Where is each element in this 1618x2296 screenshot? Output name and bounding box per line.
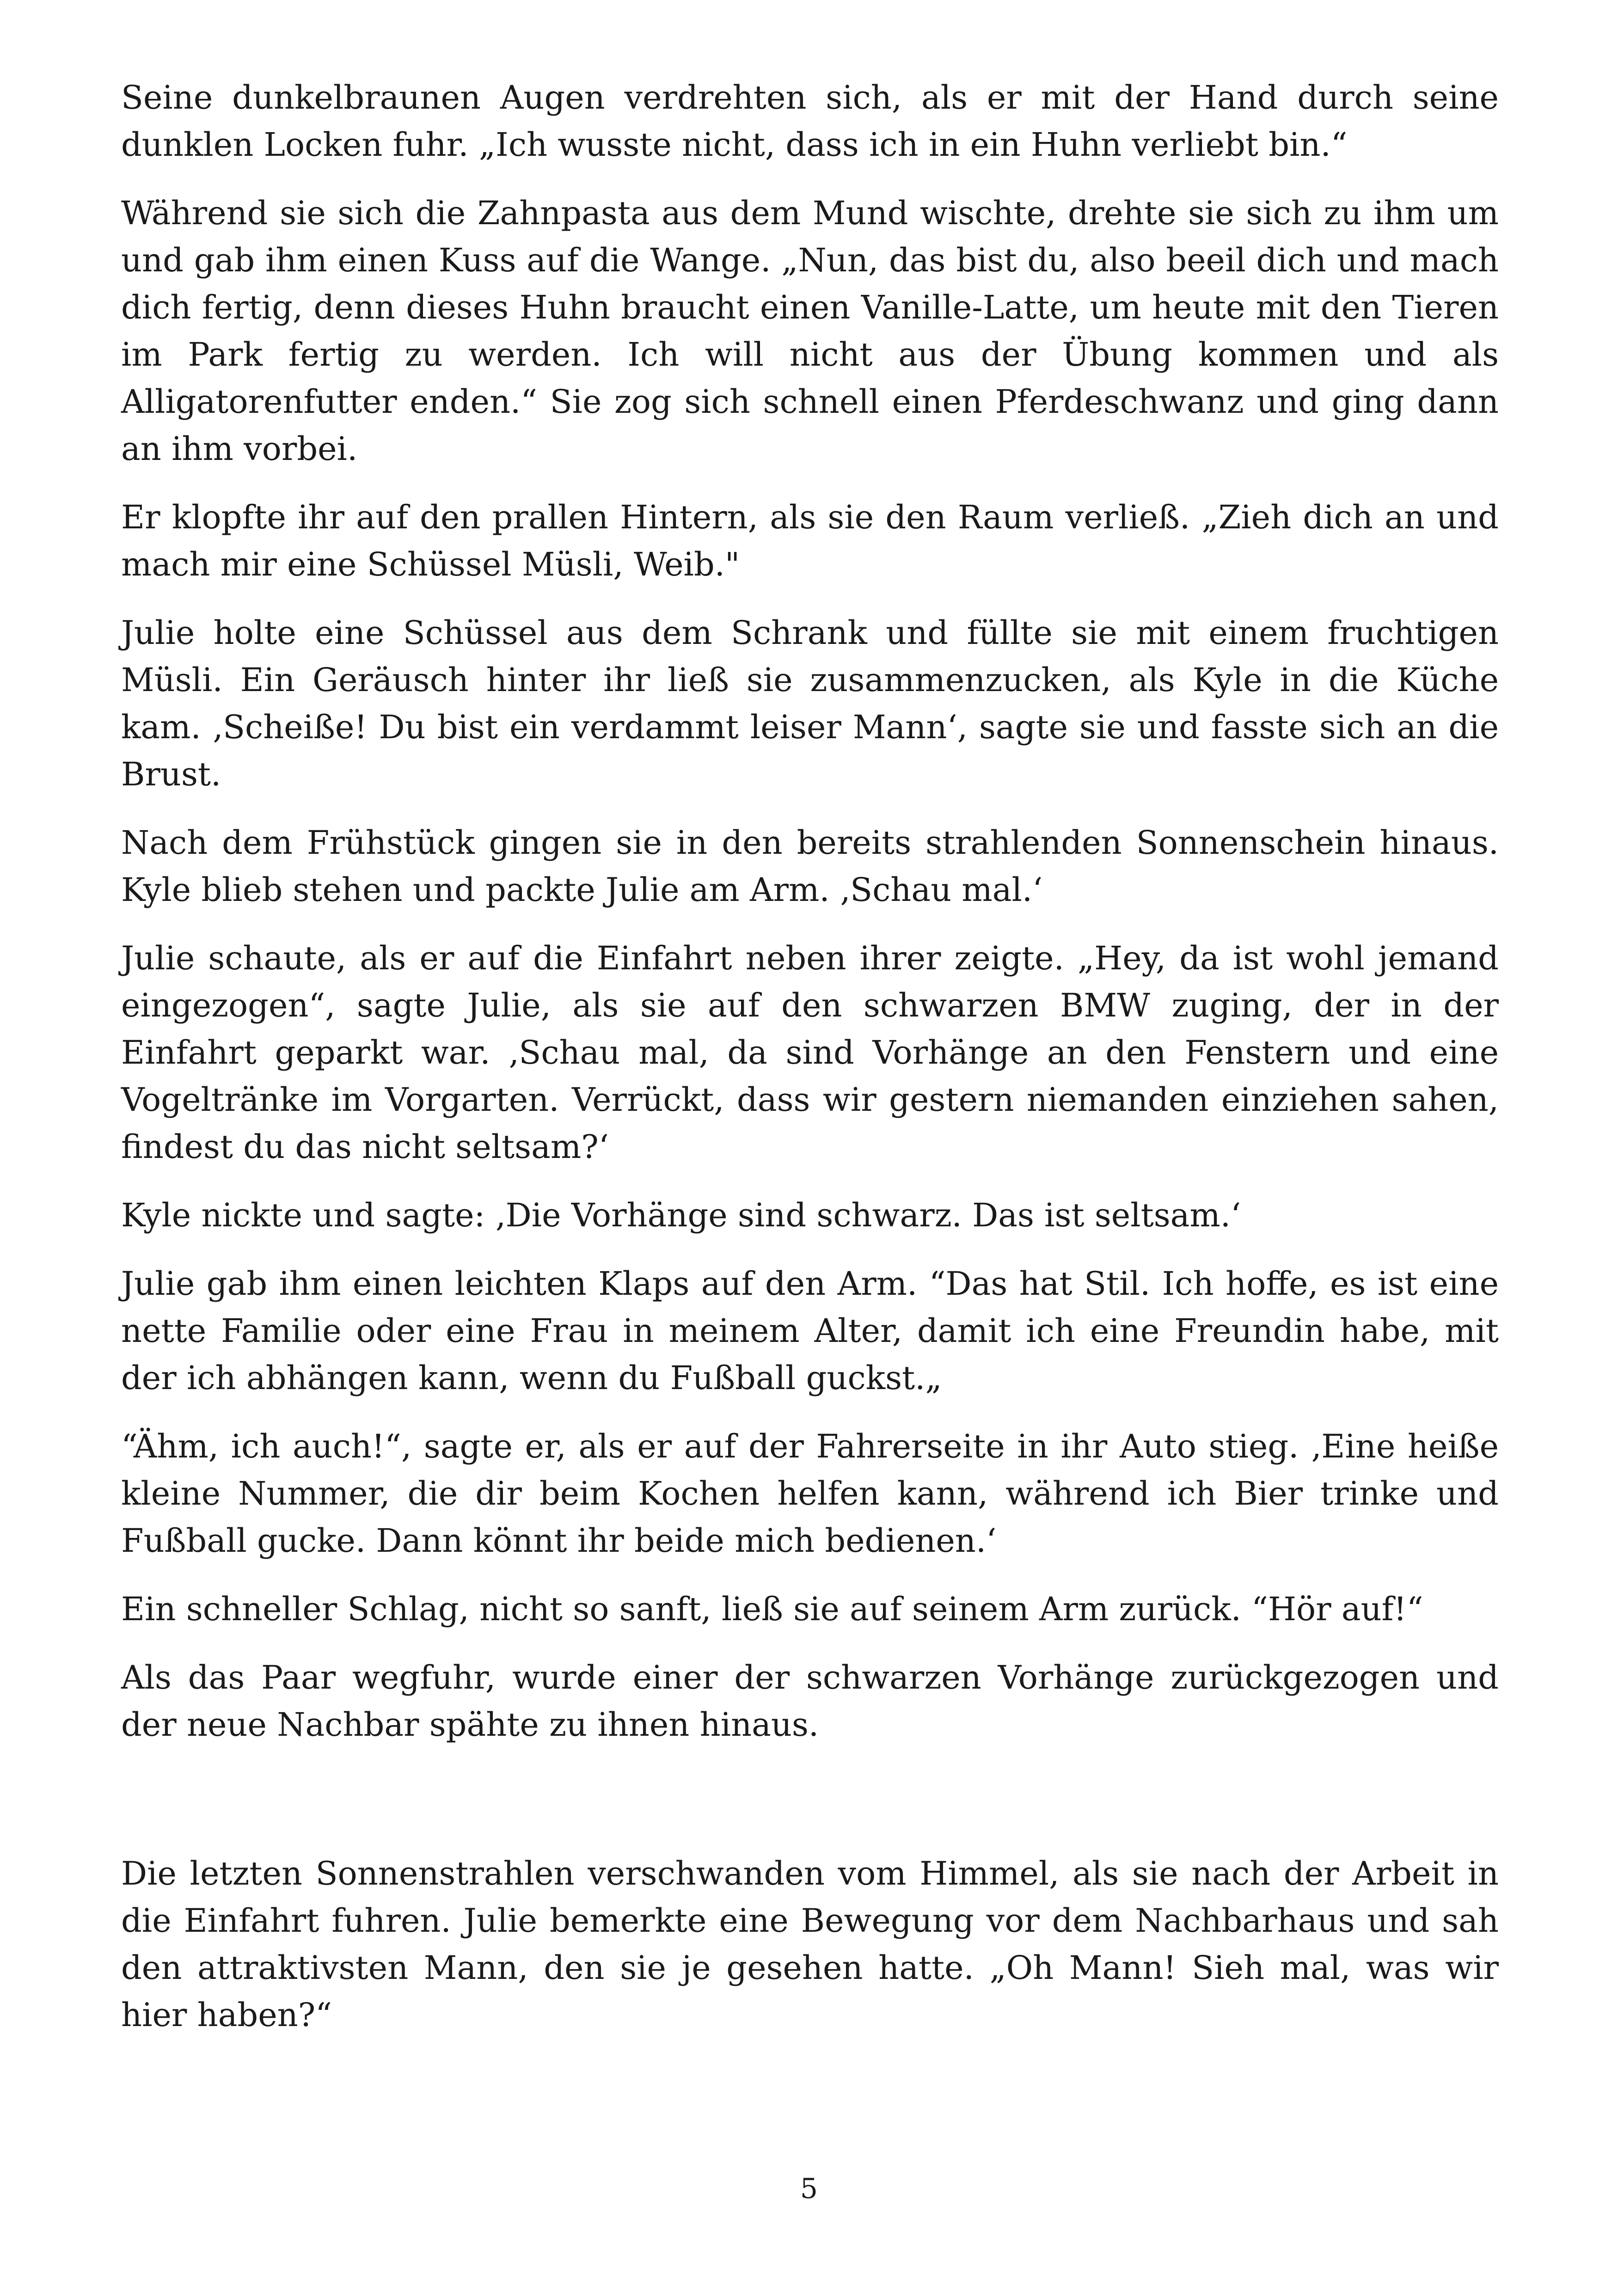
paragraph: Seine dunkelbraunen Augen verdrehten sich, als er mit der Hand durch seine dunklen Locken fuhr. „Ich wusste nicht, dass ich in ein Huhn verliebt bin.“ (121, 79, 1499, 164)
paragraph: Als das Paar wegfuhr, wurde einer der schwarzen Vorhänge zurückgezogen und der neue Nachbar spähte zu ihnen hinaus. (121, 1659, 1499, 1744)
body-text (121, 74, 1499, 2060)
paragraph: “Ähm, ich auch!“, sagte er, als er auf der Fahrerseite in ihr Auto stieg. ‚Eine heiße kleine Nummer, die dir beim Kochen helfen kann, während ich Bier trinke und Fußball gucke. Dann könnt ihr beide mich bedienen.‘ (121, 1427, 1499, 1560)
paragraph: Während sie sich die Zahnpasta aus dem Mund wischte, drehte sie sich zu ihm um und gab ihm einen Kuss auf die Wange. „Nun, das bist du, also beeil dich und mach dich fertig, denn dieses Huhn braucht einen Vanille-Latte, um heute mit den Tieren im Park fertig zu werden. Ich will nicht aus der Übung kommen und als Alligatorenfutter enden.“ Sie zog sich schnell einen Pferdeschwanz und ging dann an ihm vorbei. (121, 194, 1499, 468)
paragraph: Ein schneller Schlag, nicht so sanft, ließ sie auf seinem Arm zurück. “Hör auf!“ (121, 1590, 1423, 1628)
paragraph-section-start: Die letzten Sonnenstrahlen verschwanden vom Himmel, als sie nach der Arbeit in die Einfahrt fuhren. Julie bemerkte eine Bewegung vor dem Nachbarhaus und sah den attraktivsten Mann, den sie je gesehen hatte. „Oh Mann! Sieh mal, was wir hier haben?“ (121, 1855, 1499, 2034)
paragraph: Julie gab ihm einen leichten Klaps auf den Arm. “Das hat Stil. Ich hoffe, es ist eine nette Familie oder eine Frau in meinem Alter, damit ich eine Freundin habe, mit der ich abhängen kann, wenn du Fußball guckst.„ (121, 1265, 1499, 1397)
paragraph: Kyle nickte und sagte: ‚Die Vorhänge sind schwarz. Das ist seltsam.‘ (121, 1196, 1241, 1234)
paragraph: Julie schaute, als er auf die Einfahrt neben ihrer zeigte. „Hey, da ist wohl jemand eingezogen“, sagte Julie, als sie auf den schwarzen BMW zuging, der in der Einfahrt geparkt war. ‚Schau mal, da sind Vorhänge an den Fenstern und eine Vogeltränke im Vorgarten. Verrückt, dass wir gestern niemanden einziehen sahen, findest du das nicht seltsam?‘ (121, 939, 1499, 1166)
paragraph: Nach dem Frühstück gingen sie in den bereits strahlenden Sonnenschein hinaus. Kyle blieb stehen und packte Julie am Arm. ‚Schau mal.‘ (121, 824, 1499, 909)
page-number: 5 (800, 2173, 818, 2205)
paragraph: Er klopfte ihr auf den prallen Hintern, als sie den Raum verließ. „Zieh dich an und mach mir eine Schüssel Müsli, Weib." (121, 498, 1499, 583)
paragraph: Julie holte eine Schüssel aus dem Schrank und füllte sie mit einem fruchtigen Müsli. Ein Geräusch hinter ihr ließ sie zusammenzucken, als Kyle in die Küche kam. ‚Scheiße! Du bist ein verdammt leiser Mann‘, sagte sie und fasste sich an die Brust. (121, 614, 1499, 793)
